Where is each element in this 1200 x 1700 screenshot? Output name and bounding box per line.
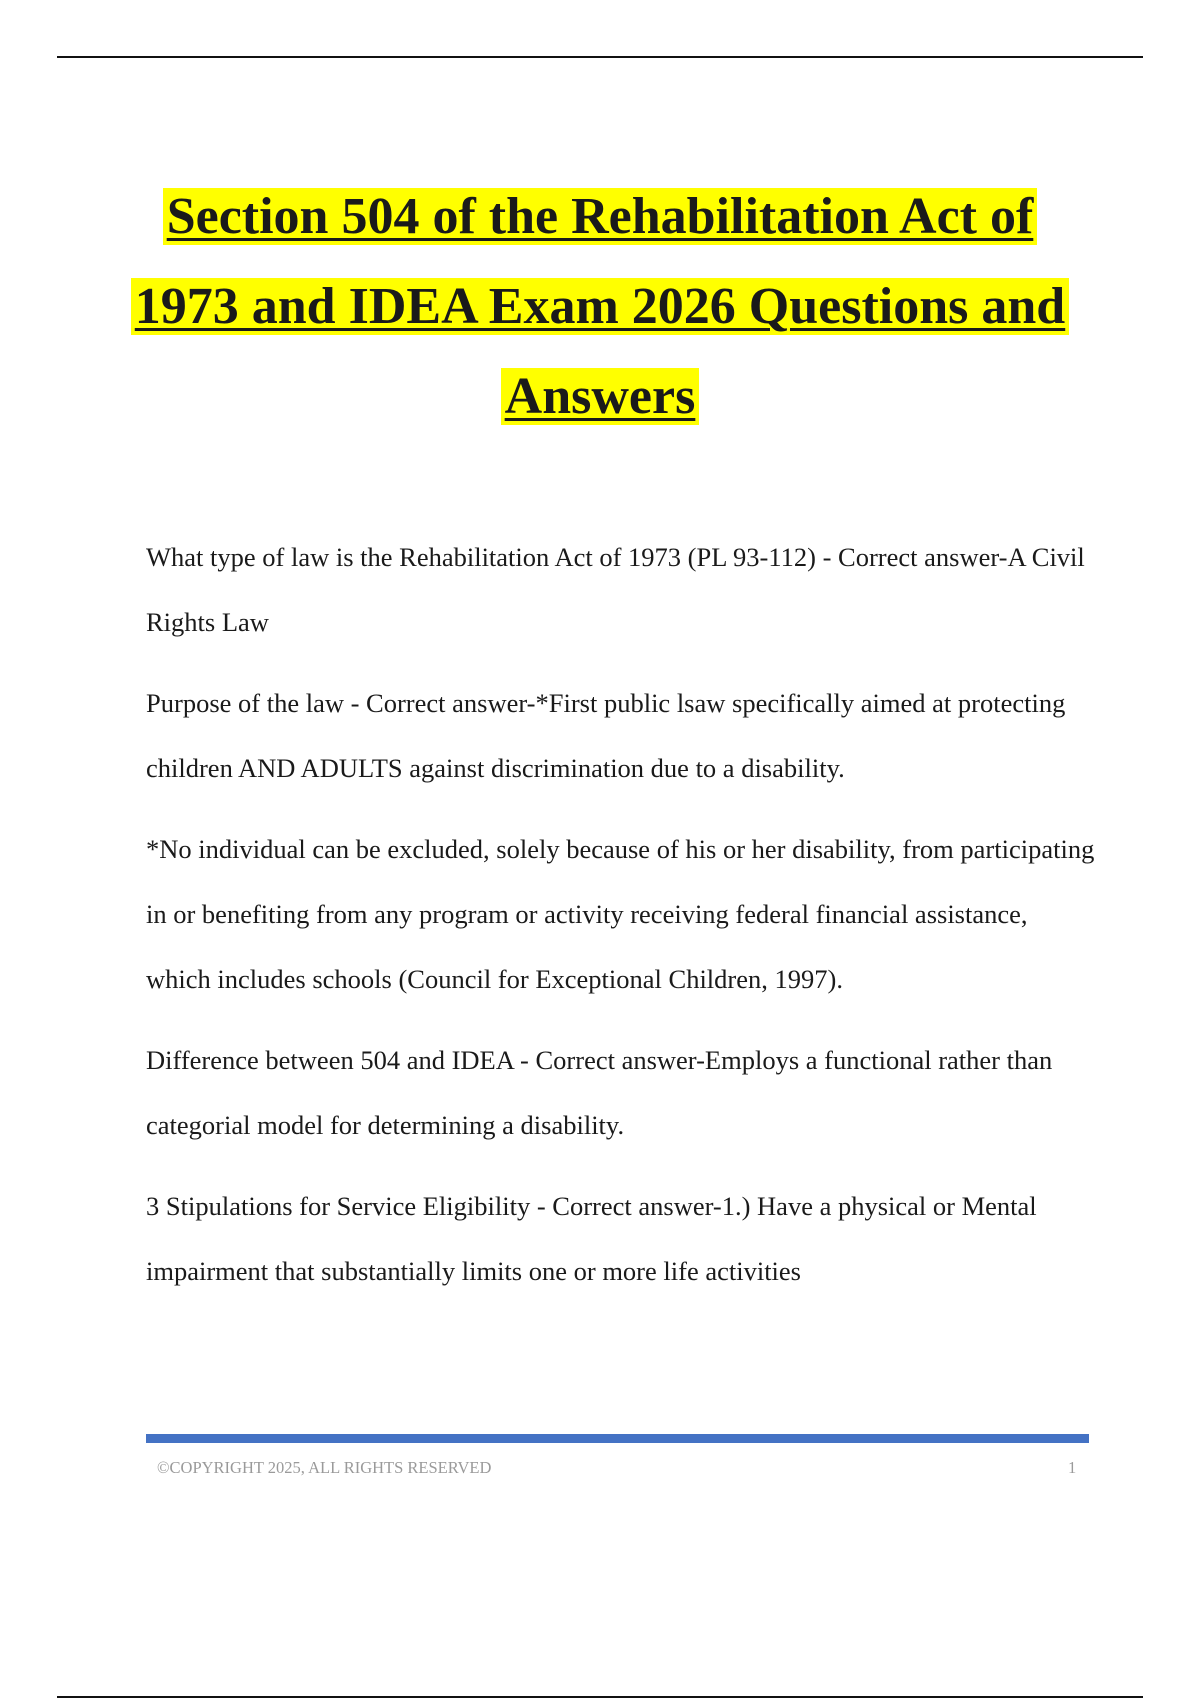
qa-paragraph-law-type: What type of law is the Rehabilitation Act of 1973 (PL 93-112) - Correct answer-A Civil Rights Law bbox=[146, 542, 1085, 637]
title-line-3-text: Answers bbox=[501, 368, 700, 425]
qa-paragraph-difference: Difference between 504 and IDEA - Correct answer-Employs a functional rather than categorial model for determining a disability. bbox=[146, 1045, 1053, 1140]
bottom-rule bbox=[57, 1696, 1143, 1698]
title-line-3 bbox=[100, 352, 1100, 442]
footer-bar bbox=[146, 1434, 1089, 1443]
qa-paragraph-exclusion: *No individual can be excluded, solely because of his or her disability, from participating in or benefiting from any program or activity receiving federal financial assistance, which includes schools (Council for Exceptional Children, 1997). bbox=[146, 834, 1095, 994]
qa-paragraph-eligibility: 3 Stipulations for Service Eligibility - Correct answer-1.) Have a physical or Mental impairment that substantially limits one or more life activities bbox=[146, 1191, 1037, 1286]
document-body bbox=[146, 525, 1096, 1320]
title-line-2-text: 1973 and IDEA Exam 2026 Questions and bbox=[131, 278, 1069, 335]
title-line-1-text: Section 504 of the Rehabilitation Act of bbox=[163, 188, 1038, 245]
document-title bbox=[100, 172, 1100, 442]
top-rule bbox=[57, 56, 1143, 58]
title-line-1 bbox=[100, 172, 1100, 262]
qa-paragraph-purpose: Purpose of the law - Correct answer-*First public lsaw specifically aimed at protecting children AND ADULTS against discrimination due to a disability. bbox=[146, 688, 1066, 783]
footer-copyright: ©COPYRIGHT 2025, ALL RIGHTS RESERVED bbox=[157, 1458, 492, 1477]
title-line-2 bbox=[100, 262, 1100, 352]
page-number: 1 bbox=[1068, 1458, 1077, 1477]
